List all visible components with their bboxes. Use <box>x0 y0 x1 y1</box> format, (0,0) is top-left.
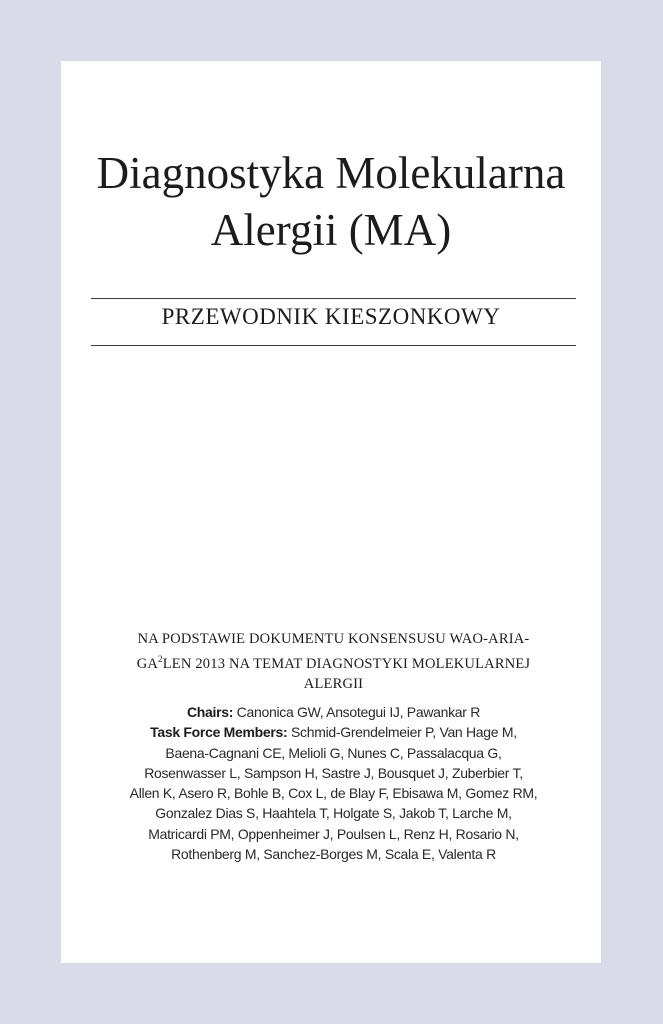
members-line-3: Rosenwasser L, Sampson H, Sastre J, Bousquet J, Zuberbier T, <box>144 764 523 781</box>
members-line-5: Gonzalez Dias S, Haahtela T, Holgate S, Jakob T, Larche M, <box>155 805 512 822</box>
members-label: Task Force Members: <box>150 724 288 741</box>
members-line-2: Baena-Cagnani CE, Melioli G, Nunes C, Passalacqua G, <box>165 744 502 761</box>
members-names-1: Schmid-Grendelmeier P, Van Hage M, <box>287 724 517 741</box>
document-title <box>61 145 601 259</box>
title-line-2: Alergii (MA) <box>210 205 452 255</box>
chairs-line <box>91 702 576 722</box>
members-line-1 <box>91 722 576 742</box>
basis-line-1: NA PODSTAWIE DOKUMENTU KONSENSUSU WAO-ARIA- <box>137 631 530 647</box>
subtitle-rule-top <box>91 298 576 299</box>
chairs-names: Canonica GW, Ansotegui IJ, Pawankar R <box>233 704 481 720</box>
members-line-4: Allen K, Asero R, Bohle B, Cox L, de Blay F, Ebisawa M, Gomez RM, <box>129 785 538 802</box>
consensus-basis-text <box>91 629 576 694</box>
basis-line-2-pre: GA <box>136 655 159 672</box>
basis-line-2 <box>91 649 576 674</box>
cover-page <box>61 61 601 963</box>
basis-line-3: ALERGII <box>303 675 364 692</box>
document-subtitle: PRZEWODNIK KIESZONKOWY <box>161 304 501 329</box>
author-list <box>91 702 576 864</box>
members-line-7: Rothenberg M, Sanchez-Borges M, Scala E, Valenta R <box>171 846 496 863</box>
basis-line-2-superscript: 2 <box>158 654 163 664</box>
chairs-label: Chairs: <box>186 704 234 720</box>
subtitle-rule-bottom <box>91 345 576 346</box>
basis-line-2-post: LEN 2013 NA TEMAT DIAGNOSTYKI MOLEKULARNEJ <box>162 655 531 672</box>
title-line-1: Diagnostyka Molekularna <box>96 148 566 198</box>
members-line-6: Matricardi PM, Oppenheimer J, Poulsen L, Renz H, Rosario N, <box>148 825 519 842</box>
